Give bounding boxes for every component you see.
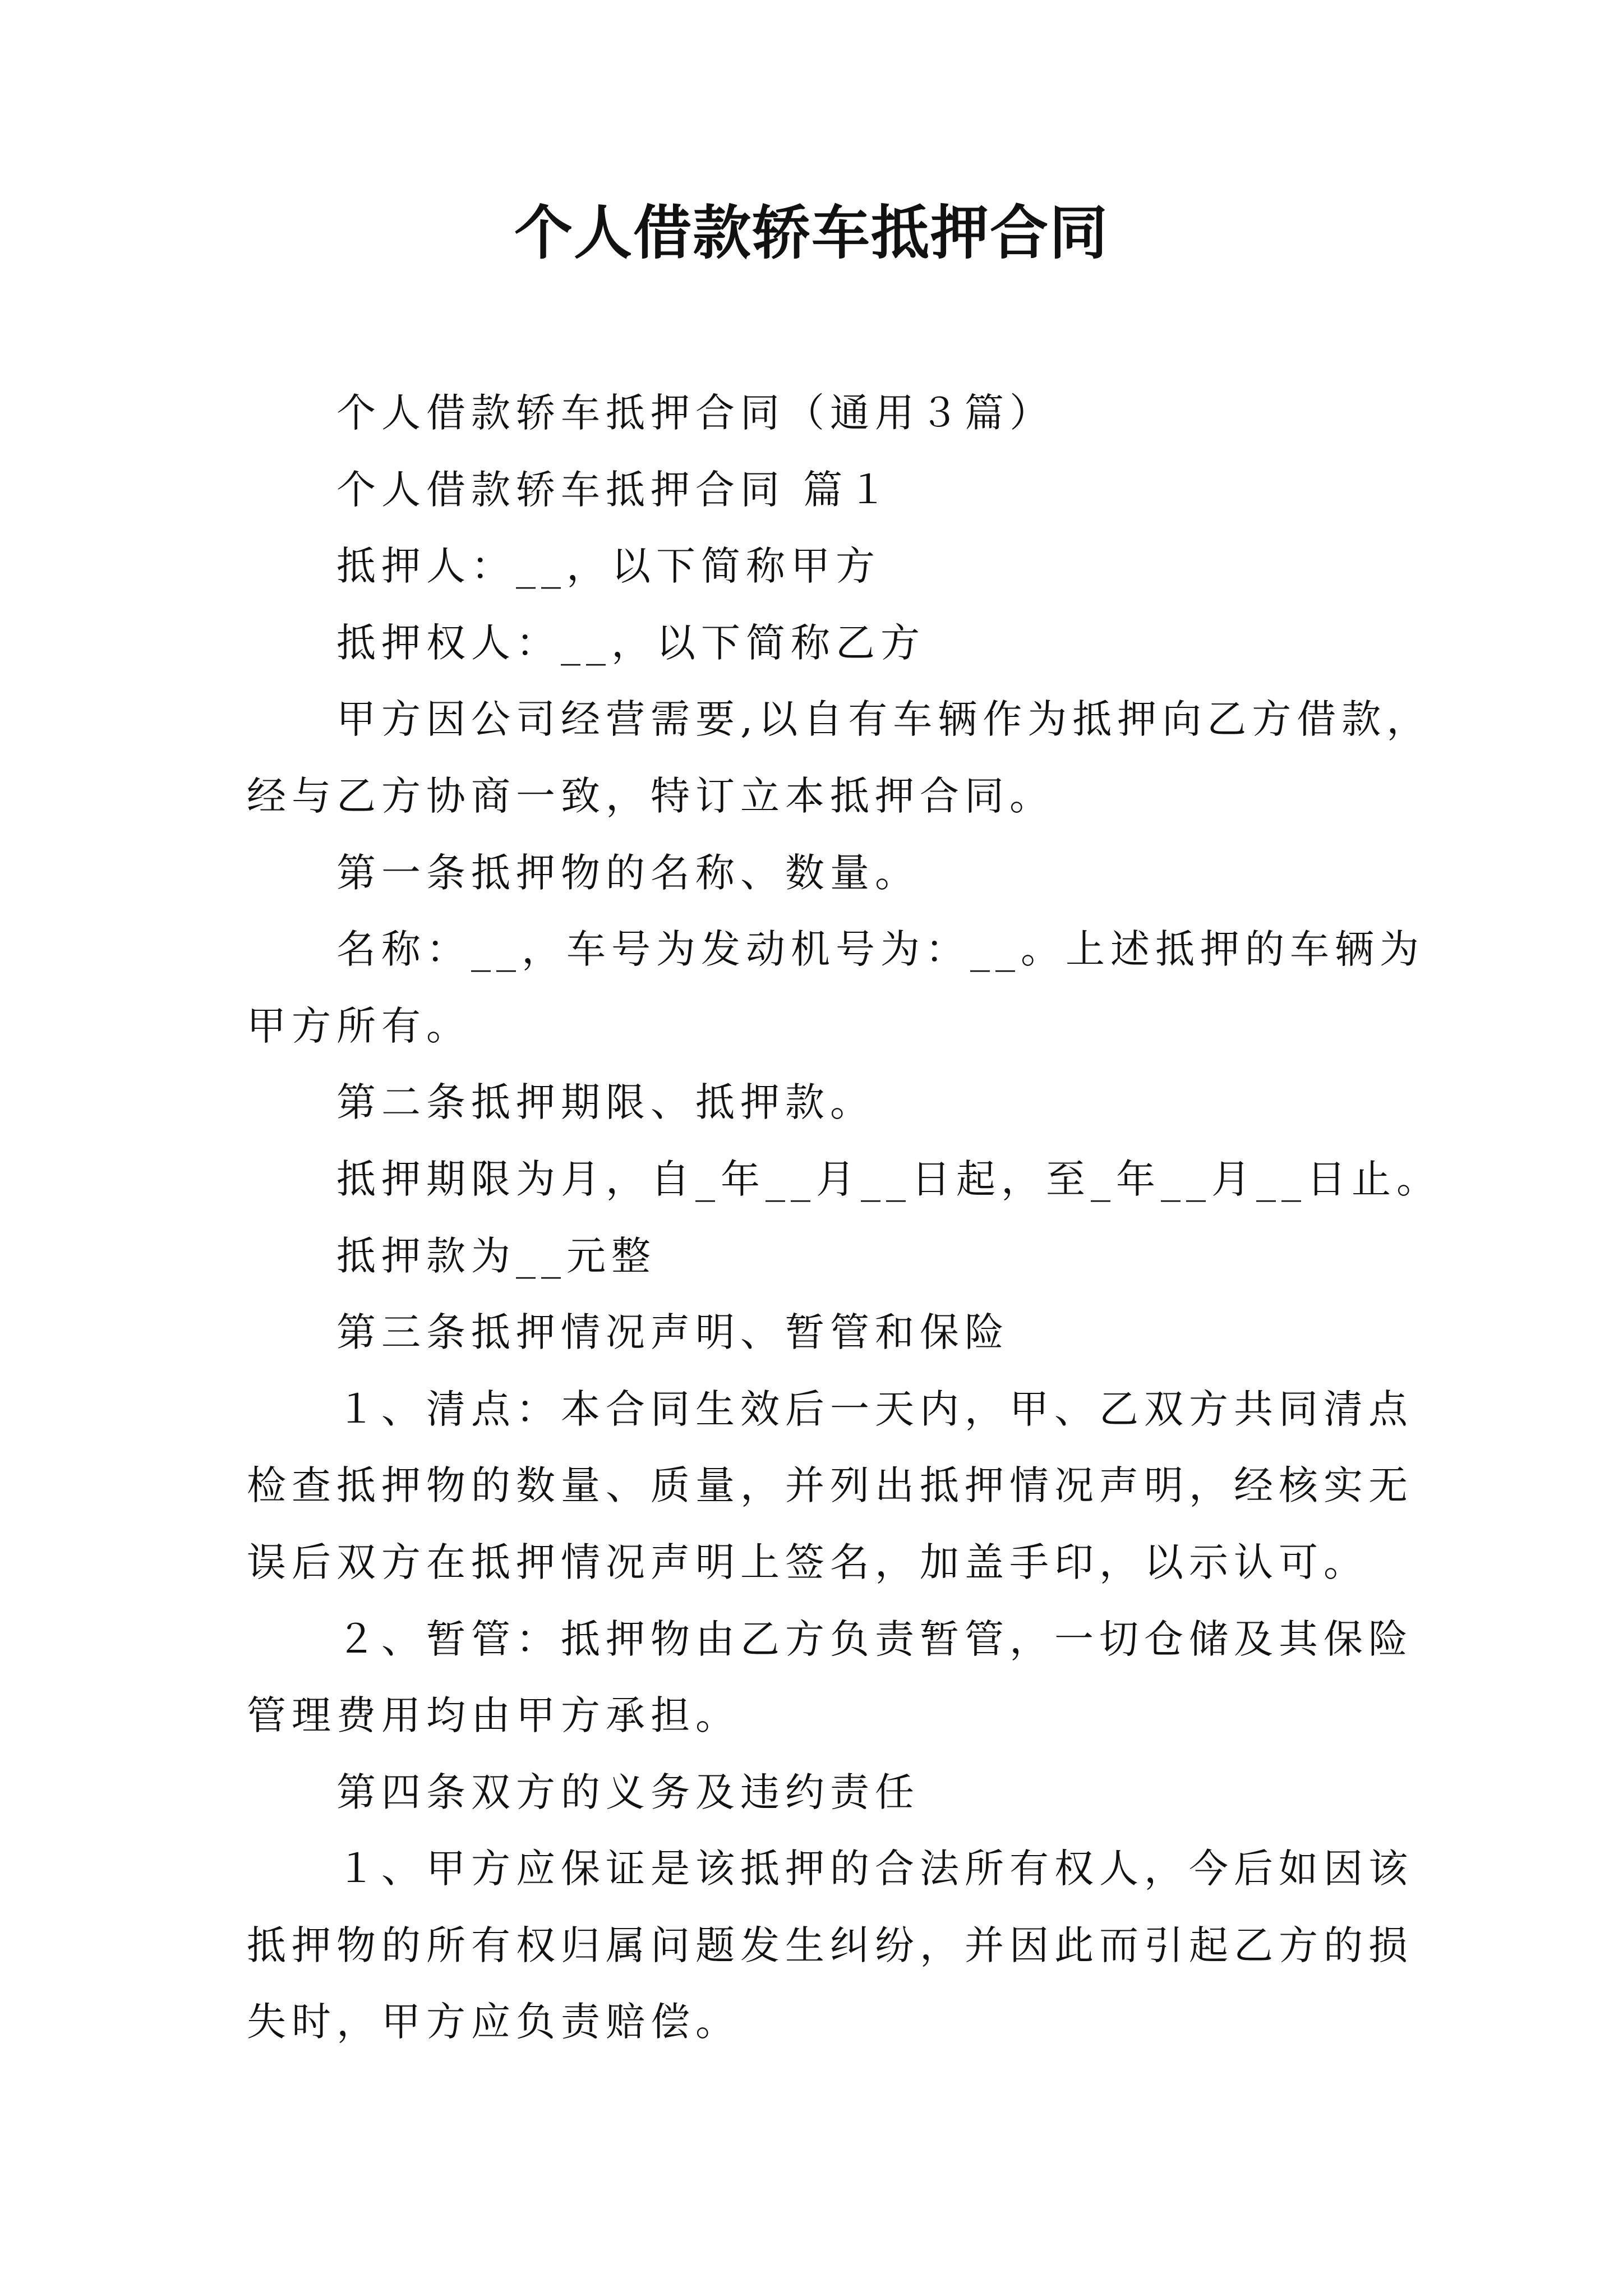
text-line: １、甲方应保证是该抵押的合法所有权人，今后如因该 xyxy=(336,1846,1413,1892)
text-line: ２、暂管：抵押物由乙方负责暂管，一切仓储及其保险 xyxy=(336,1616,1413,1662)
text-line: 个人借款轿车抵押合同 篇１ xyxy=(336,466,893,513)
text-line: 抵押期限为月，自_年__月__日起，至_年__月__日止。 xyxy=(336,1156,1441,1202)
text-line: 检查抵押物的数量、质量，并列出抵押情况声明，经核实无 xyxy=(247,1462,1413,1509)
text-line: 失时，甲方应负责赔偿。 xyxy=(247,1999,740,2045)
text-line: 抵押物的所有权归属问题发生纠纷，并因此而引起乙方的损 xyxy=(247,1922,1413,1968)
text-line: 抵押人：__，以下简称甲方 xyxy=(336,543,880,590)
text-line: 抵押权人：__，以下简称乙方 xyxy=(336,619,925,666)
text-line: １、清点：本合同生效后一天内，甲、乙双方共同清点 xyxy=(336,1386,1413,1432)
text-line: 管理费用均由甲方承担。 xyxy=(247,1692,740,1739)
document-title: 个人借款轿车抵押合同 xyxy=(514,198,1109,267)
text-line: 抵押款为__元整 xyxy=(336,1232,656,1279)
text-line: 误后双方在抵押情况声明上签名，加盖手印，以示认可。 xyxy=(247,1539,1368,1585)
text-line: 第三条抵押情况声明、暂管和保险 xyxy=(336,1309,1009,1356)
text-line: 甲方所有。 xyxy=(247,1002,471,1049)
text-line: 甲方因公司经营需要,以自有车辆作为抵押向乙方借款， xyxy=(336,696,1432,743)
text-line: 第四条双方的义务及违约责任 xyxy=(336,1769,920,1815)
text-line: 名称：__，车号为发动机号为：__。上述抵押的车辆为 xyxy=(336,926,1424,973)
text-line: 第一条抵押物的名称、数量。 xyxy=(336,849,920,896)
text-line: 个人借款轿车抵押合同（通用３篇） xyxy=(336,390,1054,436)
document-body xyxy=(247,375,1441,2060)
text-line: 经与乙方协商一致，特订立本抵押合同。 xyxy=(247,772,1054,819)
text-line: 第二条抵押期限、抵押款。 xyxy=(336,1079,875,1126)
